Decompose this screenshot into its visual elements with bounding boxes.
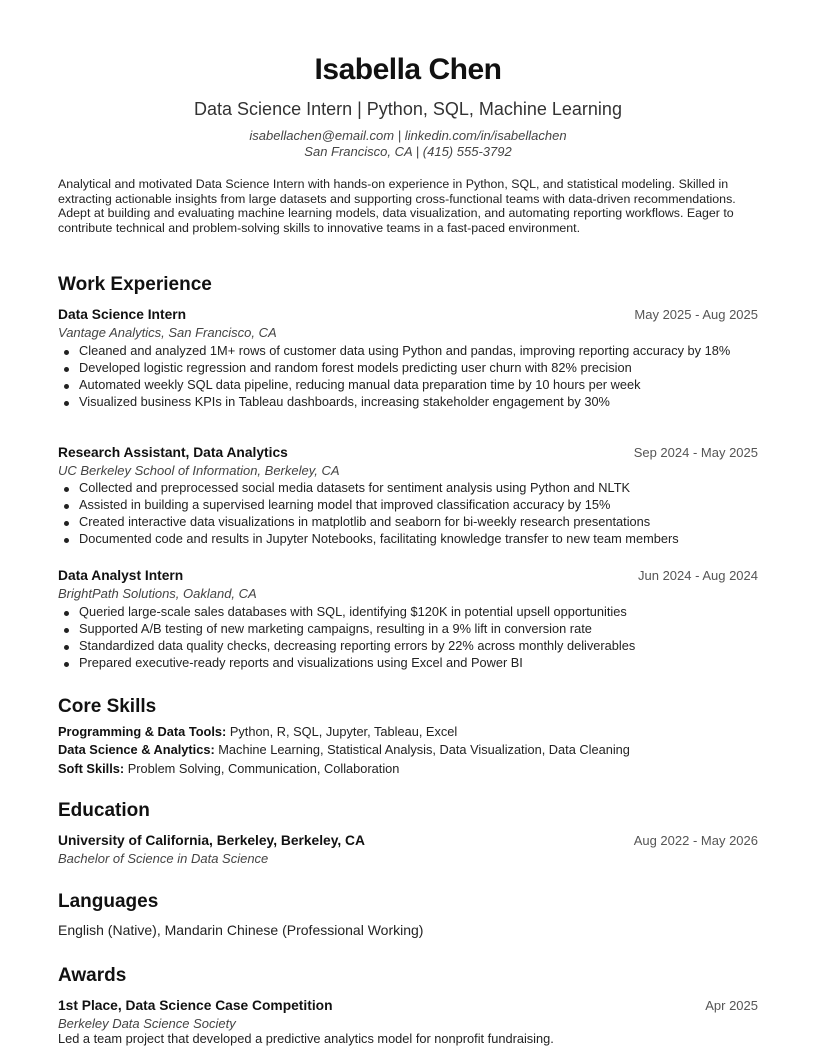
- skill-line: [58, 724, 457, 739]
- professional-summary: Analytical and motivated Data Science Intern with hands-on experience in Python, SQL, and statistical modeling. Skilled in extracting actionable insights from large datasets and supporting cross-functional teams with data-driven recommendations. Adept at building and evaluating machine learning models, data visualization, and automating reporting workflows. Eager to contribute technical and problem-solving skills to innovative teams in a fast-paced environment.: [58, 177, 736, 235]
- bullet-icon: [64, 401, 69, 406]
- list-item: [58, 532, 758, 547]
- skill-values: Problem Solving, Communication, Collaboration: [124, 761, 400, 776]
- education-dates: Aug 2022 - May 2026: [633, 833, 758, 848]
- section-title-core-skills: Core Skills: [58, 696, 157, 717]
- job-organization: BrightPath Solutions, Oakland, CA: [58, 586, 257, 601]
- bullet-text: Standardized data quality checks, decreasing reporting errors by 22% across monthly deliverables: [79, 638, 636, 654]
- award-name: 1st Place, Data Science Case Competition: [58, 998, 333, 1013]
- bullet-icon: [64, 487, 69, 492]
- school-name: University of California, Berkeley, Berkeley, CA: [58, 833, 365, 848]
- bullet-icon: [64, 645, 69, 650]
- bullet-icon: [64, 384, 69, 389]
- bullet-text: Collected and preprocessed social media datasets for sentiment analysis using Python and NLTK: [79, 480, 631, 495]
- list-item: [58, 378, 758, 393]
- job-bullets: [58, 344, 758, 412]
- bullet-text: Developed logistic regression and random forest models predicting user churn with 82% precision: [79, 360, 632, 376]
- bullet-icon: [64, 662, 69, 667]
- bullet-text: Assisted in building a supervised learning model that improved classification accuracy by 15%: [79, 497, 611, 513]
- bullet-text: Queried large-scale sales databases with SQL, identifying $120K in potential upsell opportunities: [79, 604, 627, 619]
- job-organization: Vantage Analytics, San Francisco, CA: [58, 325, 277, 340]
- list-item: [58, 481, 758, 496]
- list-item: [58, 395, 758, 410]
- skill-values: Python, R, SQL, Jupyter, Tableau, Excel: [226, 724, 458, 739]
- contact-line-email-linkedin: isabellachen@email.com | linkedin.com/in/isabellachen: [249, 128, 567, 143]
- bullet-icon: [64, 521, 69, 526]
- candidate-name: Isabella Chen: [314, 53, 502, 86]
- job-title: Data Science Intern: [58, 307, 187, 322]
- candidate-headline: Data Science Intern | Python, SQL, Machine Learning: [194, 99, 622, 119]
- job-organization: UC Berkeley School of Information, Berkeley, CA: [58, 463, 340, 478]
- list-item: [58, 361, 758, 376]
- bullet-text: Supported A/B testing of new marketing campaigns, resulting in a 9% lift in conversion rate: [79, 621, 592, 637]
- award-date: Apr 2025: [705, 998, 758, 1013]
- skill-values: Machine Learning, Statistical Analysis, Data Visualization, Data Cleaning: [214, 742, 630, 757]
- list-item: [58, 605, 758, 620]
- skill-line: [58, 761, 399, 776]
- job-title: Data Analyst Intern: [58, 568, 184, 583]
- list-item: [58, 656, 758, 671]
- section-title-awards: Awards: [58, 965, 127, 986]
- award-organization: Berkeley Data Science Society: [58, 1016, 236, 1031]
- contact-line-location-phone: San Francisco, CA | (415) 555-3792: [304, 144, 512, 159]
- list-item: [58, 498, 758, 513]
- list-item: [58, 515, 758, 530]
- section-title-languages: Languages: [58, 891, 159, 912]
- bullet-icon: [64, 504, 69, 509]
- skill-category: Soft Skills:: [58, 761, 125, 776]
- list-item: [58, 639, 758, 654]
- bullet-icon: [64, 367, 69, 372]
- job-dates: Jun 2024 - Aug 2024: [638, 568, 758, 583]
- bullet-text: Automated weekly SQL data pipeline, reducing manual data preparation time by 10 hours per week: [79, 377, 641, 393]
- list-item: [58, 622, 758, 637]
- section-title-education: Education: [58, 800, 150, 821]
- job-bullets: [58, 605, 758, 673]
- degree: Bachelor of Science in Data Science: [58, 851, 269, 866]
- bullet-icon: [64, 538, 69, 543]
- languages-list: English (Native), Mandarin Chinese (Professional Working): [58, 922, 424, 938]
- bullet-text: Prepared executive-ready reports and visualizations using Excel and Power BI: [79, 655, 523, 671]
- bullet-icon: [64, 628, 69, 633]
- skill-category: Programming & Data Tools:: [58, 724, 227, 739]
- award-description: Led a team project that developed a predictive analytics model for nonprofit fundraising.: [58, 1031, 554, 1046]
- section-title-work-experience: Work Experience: [58, 274, 212, 295]
- job-dates: Sep 2024 - May 2025: [633, 445, 758, 460]
- skill-category: Data Science & Analytics:: [58, 742, 215, 757]
- bullet-text: Created interactive data visualizations in matplotlib and seaborn for bi-weekly research presentations: [79, 514, 651, 530]
- bullet-text: Documented code and results in Jupyter Notebooks, facilitating knowledge transfer to new team members: [79, 531, 679, 547]
- bullet-icon: [64, 350, 69, 355]
- bullet-text: Cleaned and analyzed 1M+ rows of customer data using Python and pandas, improving reporting accuracy by 18%: [79, 343, 731, 358]
- list-item: [58, 344, 758, 359]
- bullet-icon: [64, 611, 69, 616]
- job-title: Research Assistant, Data Analytics: [58, 445, 288, 460]
- job-dates: May 2025 - Aug 2025: [634, 307, 758, 322]
- bullet-text: Visualized business KPIs in Tableau dashboards, increasing stakeholder engagement by 30%: [79, 394, 610, 410]
- skill-line: [58, 742, 630, 757]
- job-bullets: [58, 481, 758, 549]
